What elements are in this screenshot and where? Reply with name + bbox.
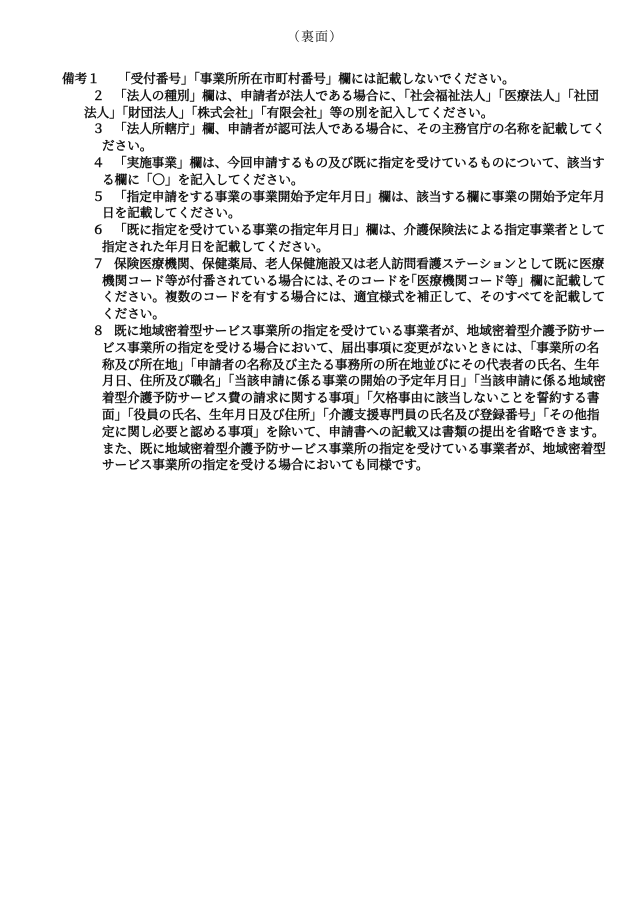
- notes-section: [62, 71, 608, 474]
- note-text: 「既に指定を受けている事業の指定年月日」欄は、介護保険法による指定事業者として指定された年月日を記載してください。: [102, 222, 606, 254]
- note-number: ８: [92, 322, 105, 338]
- note-text: 「法人所轄庁」欄、申請者が認可法人である場合に、その主務官庁の名称を記載してください。: [102, 121, 606, 154]
- page-title: （裏面）: [286, 30, 343, 45]
- note-number: ５: [92, 188, 105, 204]
- note-text: 「指定申請をする事業の事業開始予定年月日」欄は、該当する欄に事業の開始予定年月日を記載してください。: [102, 188, 606, 221]
- note-8: [62, 323, 608, 474]
- notes-heading: 備考１: [62, 71, 100, 86]
- note-text: 既に地域密着型サービス事業所の指定を受けている事業者が、地域密着型介護予防サービス事業所の指定を受ける場合において、届出事項に変更がないときには、「事業所の名称及び所在地」「申請者の名称及び主たる事務所の所在地並びにその代表者の氏名、生年月日、住所及び職名」「当該申請に係る事業の開始の予定年月日」「当該申請に係る地域密着型介護予防サービス費の請求に関する事項」「欠格事由に該当しないことを誓約する書面」「役員の氏名、生年月日及び住所」「介護支援専門員の氏名及び登録番号」｢その他指定に関し必要と認める事項」を除いて、申請書への記載又は書類の提出を省略できます。: [102, 322, 606, 439]
- note-text: 保険医療機関、保健薬局、老人保健施設又は老人訪問看護ステーションとして既に医療機関コード等が付番されている場合には､そのコードを｢医療機関コード等」欄に記載してください。複数のコードを有する場合には、適宜様式を補正して、そのすべてを記載してください。: [102, 255, 606, 322]
- note-7: [62, 256, 608, 323]
- note-text: 「受付番号」「事業所所在市町村番号」欄には記載しないでください。: [118, 71, 515, 86]
- note-1: [62, 71, 608, 88]
- note-2: [62, 88, 608, 122]
- note-5: [62, 189, 608, 223]
- note-text: 「法人の種別」欄は、申請者が法人である場合に、「社会福祉法人」「医療法人」「社団法人」「財団法人」「株式会社」「有限会社」等の別を記入してください。: [84, 87, 599, 120]
- note-8-supplement: また、既に地域密着型介護予防サービス事業所の指定を受けている事業者が、地域密着型サービス事業所の指定を受ける場合においても同様です。: [102, 440, 606, 473]
- note-number: ７: [92, 255, 105, 271]
- note-text: 「実施事業」欄は、今回申請するもの及び既に指定を受けているものについて、該当する欄に「〇」を記入してください。: [102, 154, 605, 187]
- note-number: ２: [92, 87, 105, 103]
- note-3: [62, 121, 608, 155]
- note-4: [62, 155, 608, 189]
- note-number: ６: [92, 222, 105, 238]
- note-number: ３: [92, 121, 105, 137]
- note-6: [62, 222, 608, 256]
- note-number: ４: [92, 154, 105, 170]
